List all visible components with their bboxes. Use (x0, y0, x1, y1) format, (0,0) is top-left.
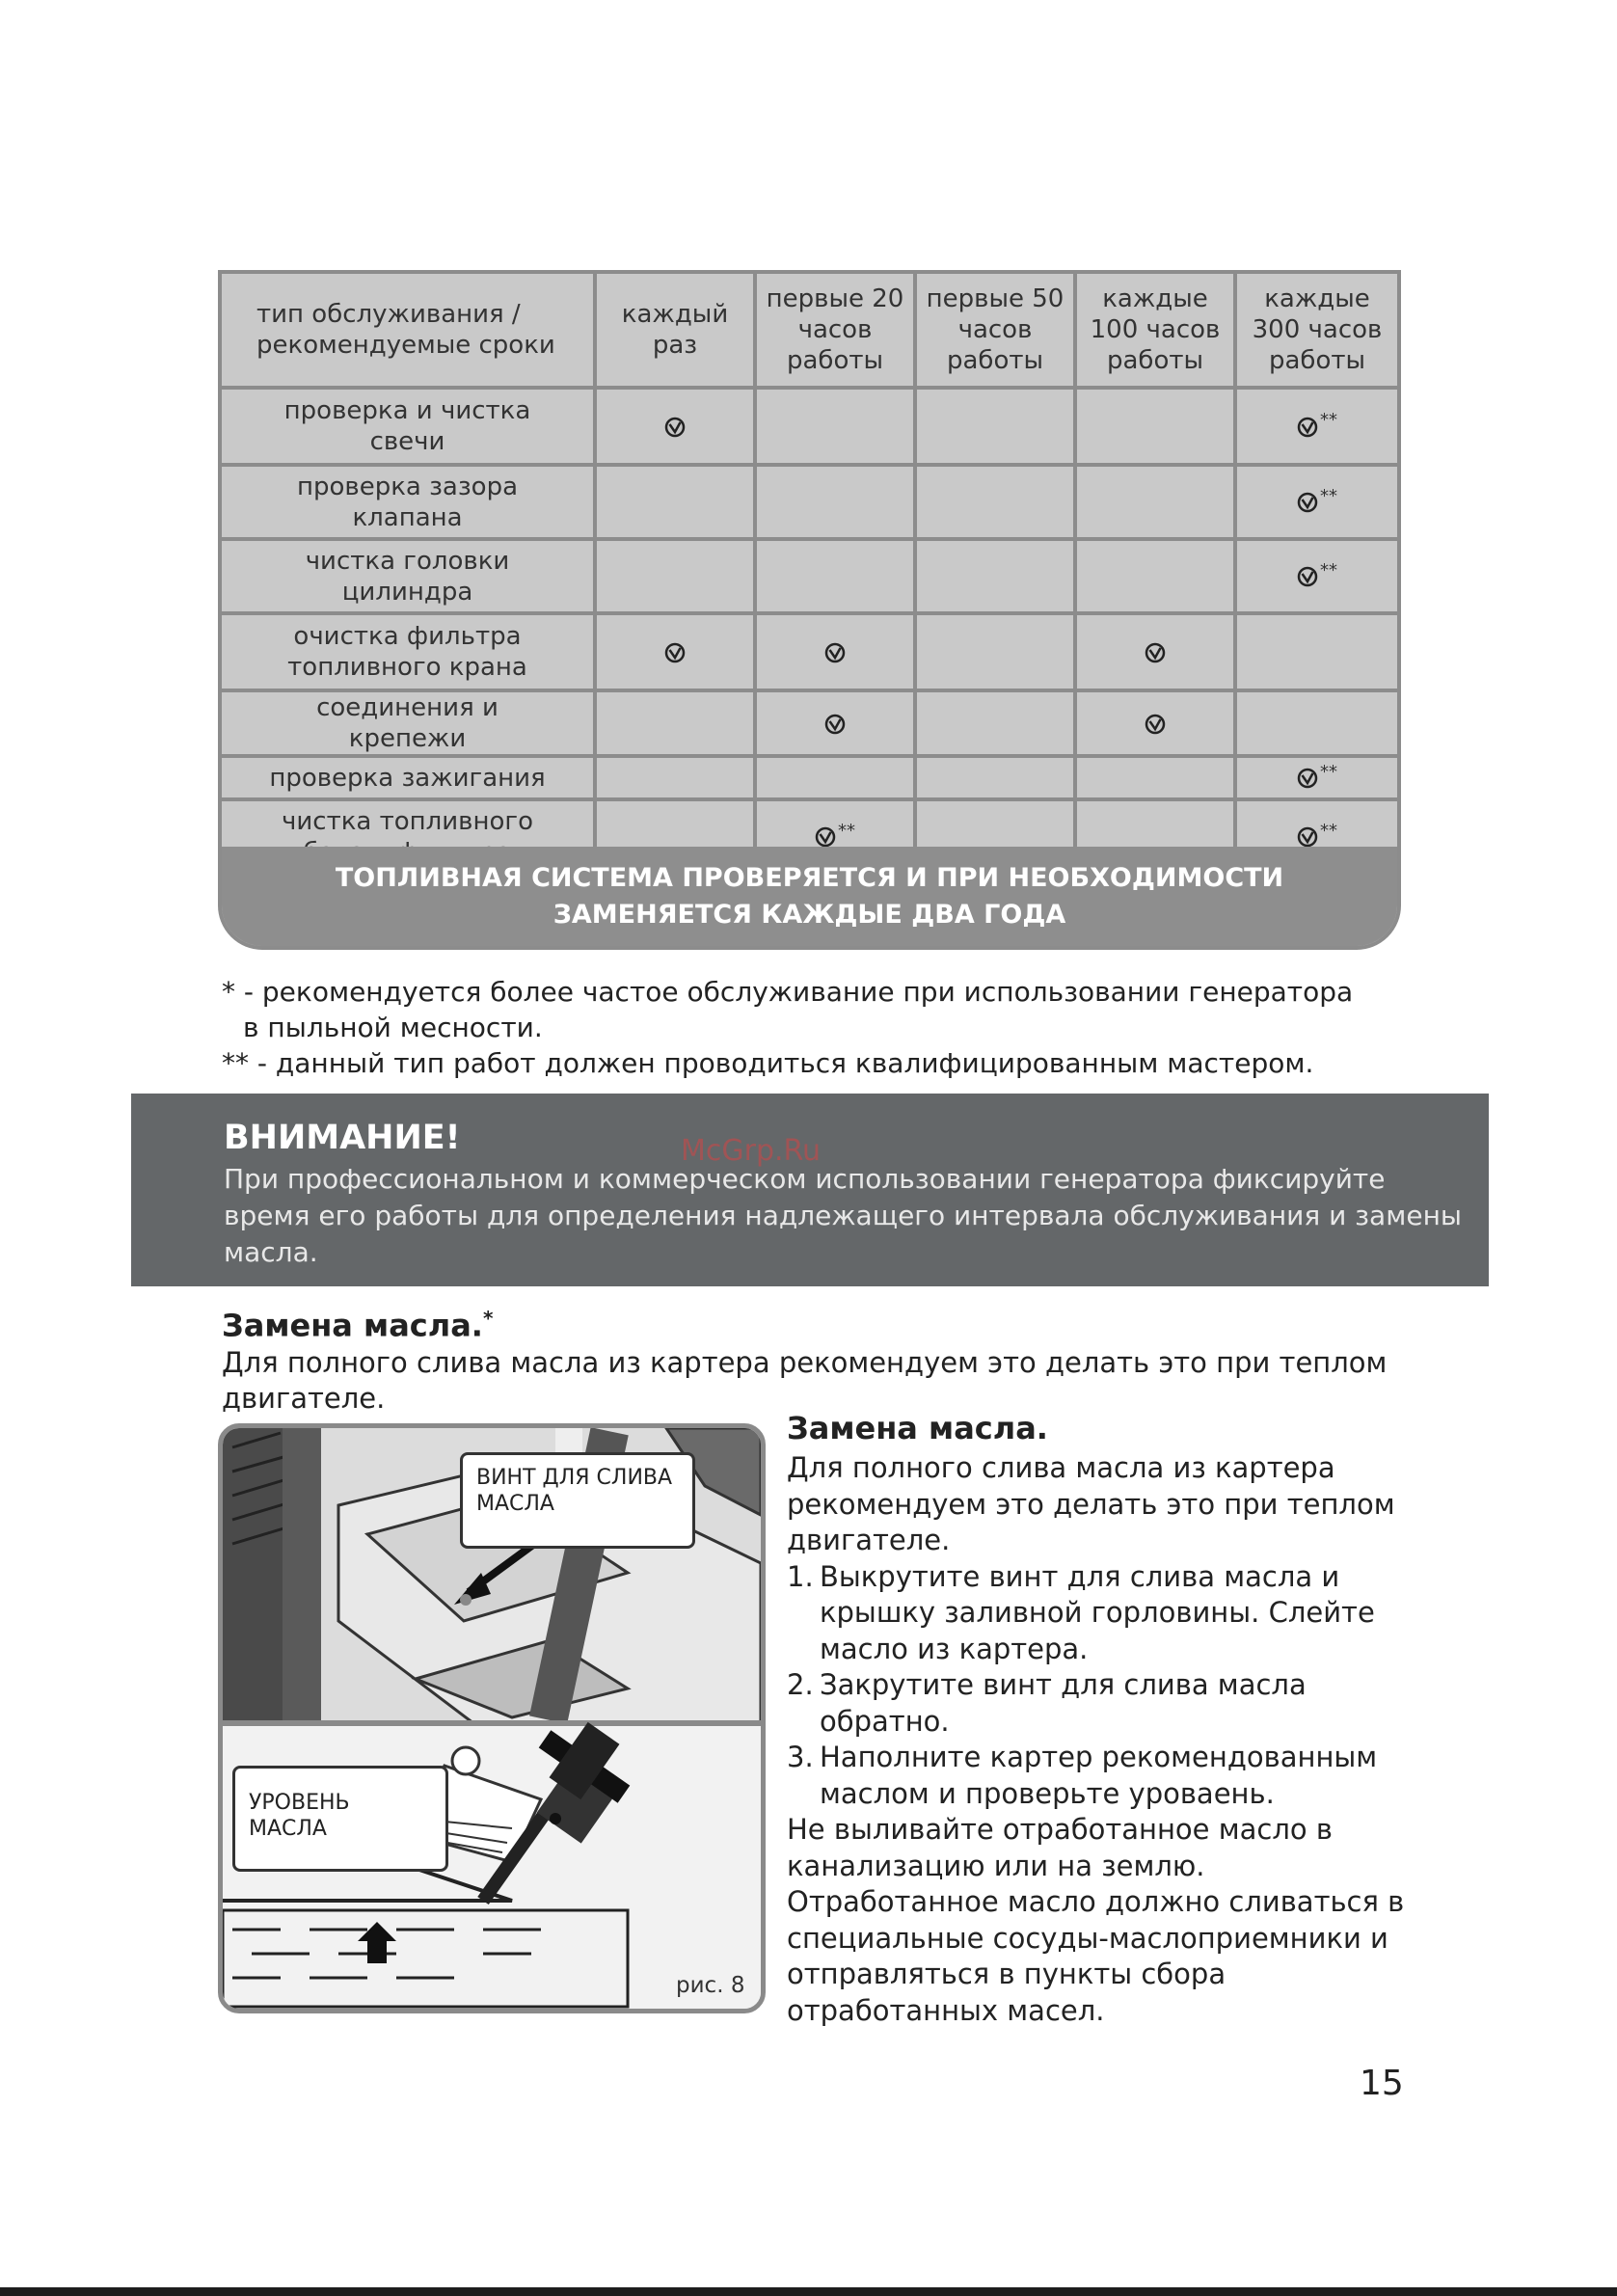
attention-box (131, 1094, 1489, 1286)
disposal-warning: Не выливайте отработанное масло в канализацию или на землю. Отработанное масло должно сливаться в специальные сосуды-маслоприемники и отправляться в пункты сбора отработанных масел. (787, 1813, 1405, 2027)
step-number: 3. (787, 1741, 814, 1773)
header-cell: первые 20 часов работы (755, 274, 915, 388)
schedule-cell (1075, 539, 1235, 613)
task-cell: очистка фильтра топливного крана (222, 613, 595, 690)
schedule-cell (1235, 690, 1397, 756)
double-asterisk: ** (1320, 559, 1337, 581)
schedule-cell (915, 690, 1075, 756)
figure-caption: рис. 8 (676, 1973, 745, 1998)
step-item (787, 1740, 1414, 1812)
table-row (222, 690, 1397, 756)
task-cell: чистка топливного (222, 799, 595, 874)
attention-title: ВНИМАНИЕ! (224, 1119, 461, 1157)
label-oil-level: УРОВЕНЬ МАСЛА (232, 1766, 448, 1872)
table-row (222, 465, 1397, 539)
check-icon (824, 642, 846, 663)
check-icon (1145, 642, 1166, 663)
table-row (222, 756, 1397, 799)
schedule-cell (1075, 388, 1235, 465)
check-icon (1297, 768, 1318, 789)
check-icon (1297, 826, 1318, 848)
table-footer-banner (222, 847, 1397, 946)
schedule-cell (1235, 613, 1397, 690)
schedule-cell (915, 613, 1075, 690)
task-cell: проверка и чистка свечи (222, 388, 595, 465)
check-icon (1297, 417, 1318, 438)
check-icon (1297, 566, 1318, 587)
header-cell: каждый раз (595, 274, 755, 388)
schedule-cell (1235, 465, 1397, 539)
schedule-cell (595, 756, 755, 799)
oil-change-instructions (787, 1410, 1414, 2029)
schedule-cell (915, 465, 1075, 539)
task-cell: соединения и крепежи (222, 690, 595, 756)
steps-list (787, 1559, 1414, 1813)
table-row (222, 539, 1397, 613)
schedule-cell (595, 690, 755, 756)
table-row (222, 388, 1397, 465)
step-number: 2. (787, 1668, 814, 1701)
watermark: McGrp.Ru (681, 1134, 822, 1168)
step-text: Выкрутите винт для слива масла и крышку заливной горловины. Слейте масло из картера. (820, 1559, 1375, 1665)
header-cell: первые 50 часов работы (915, 274, 1075, 388)
double-asterisk: ** (1320, 485, 1337, 506)
step-text: Закрутите винт для слива масла обратно. (820, 1668, 1307, 1738)
double-asterisk: ** (1320, 761, 1337, 782)
schedule-cell (595, 465, 755, 539)
table-row (222, 613, 1397, 690)
footnote-2: ** - данный тип работ должен проводиться квалифицированным мастером. (222, 1047, 1314, 1079)
check-icon (664, 417, 686, 438)
schedule-cell (755, 539, 915, 613)
check-icon (664, 642, 686, 663)
footer-line: ТОПЛИВНАЯ СИСТЕМА ПРОВЕРЯЕТСЯ И ПРИ НЕОБХОДИМОСТИ (335, 862, 1284, 893)
schedule-cell (755, 613, 915, 690)
step-item (787, 1559, 1414, 1668)
footnote-1 (222, 974, 1417, 1045)
page-number: 15 (1360, 2064, 1404, 2103)
schedule-cell (1235, 539, 1397, 613)
oil-change-intro: Для полного слива масла из картера рекомендуем это делать это при теплом двигателе. (222, 1346, 1388, 1415)
footnote-1-line: * - рекомендуется более частое обслуживание при использовании генератора (222, 976, 1354, 1008)
schedule-cell (755, 465, 915, 539)
header-cell: каждые 100 часов работы (1075, 274, 1235, 388)
header-cell: каждые 300 часов работы (1235, 274, 1397, 388)
step-number: 1. (787, 1559, 814, 1593)
double-asterisk: ** (1320, 820, 1337, 841)
check-icon (815, 826, 836, 848)
instructions-intro: Для полного слива масла из картера рекомендуем это делать это при теплом двигателе. (787, 1451, 1395, 1556)
step-text: Наполните картер рекомендованным маслом и проверьте уроваень. (820, 1741, 1378, 1810)
double-asterisk: ** (1320, 410, 1337, 430)
schedule-cell (1075, 465, 1235, 539)
oil-change-title-mark: * (482, 1307, 494, 1330)
oil-change-title (222, 1307, 493, 1344)
schedule-cell (1235, 756, 1397, 799)
task-cell: чистка головки цилиндра (222, 539, 595, 613)
schedule-cell (595, 539, 755, 613)
schedule-cell (595, 613, 755, 690)
schedule-cell (755, 756, 915, 799)
check-icon (824, 714, 846, 735)
footnote-1-line: в пыльной месности. (243, 1012, 543, 1043)
schedule-cell (915, 756, 1075, 799)
task-cell: проверка зажигания (222, 756, 595, 799)
schedule-cell (755, 388, 915, 465)
schedule-cell (1235, 388, 1397, 465)
step-item (787, 1667, 1414, 1740)
check-icon (1145, 714, 1166, 735)
label-drain-screw: ВИНТ ДЛЯ СЛИВА МАСЛА (460, 1452, 695, 1549)
bottom-edge (0, 2287, 1617, 2296)
check-icon (1297, 492, 1318, 513)
schedule-cell (915, 539, 1075, 613)
double-asterisk: ** (838, 820, 855, 841)
schedule-cell (915, 388, 1075, 465)
schedule-cell (755, 690, 915, 756)
schedule-cell (1075, 613, 1235, 690)
schedule-cell (1075, 756, 1235, 799)
schedule-cell (595, 388, 755, 465)
task-cell: проверка зазора клапана (222, 465, 595, 539)
schedule-cell (1075, 690, 1235, 756)
maintenance-table (218, 270, 1401, 950)
oil-change-title-text: Замена масла. (222, 1307, 483, 1344)
attention-text: При профессиональном и коммерческом использовании генератора фиксируйте время его работы для определения надлежащего интервала обслуживания и замены масла. (224, 1163, 1462, 1268)
footer-line: ЗАМЕНЯЕТСЯ КАЖДЫЕ ДВА ГОДА (552, 899, 1066, 930)
figure-oil-drain (218, 1423, 766, 2013)
instructions-title: Замена масла. (787, 1410, 1048, 1446)
header-cell: тип обслуживания / рекомендуемые сроки (222, 274, 595, 388)
table-header-row (222, 274, 1397, 388)
